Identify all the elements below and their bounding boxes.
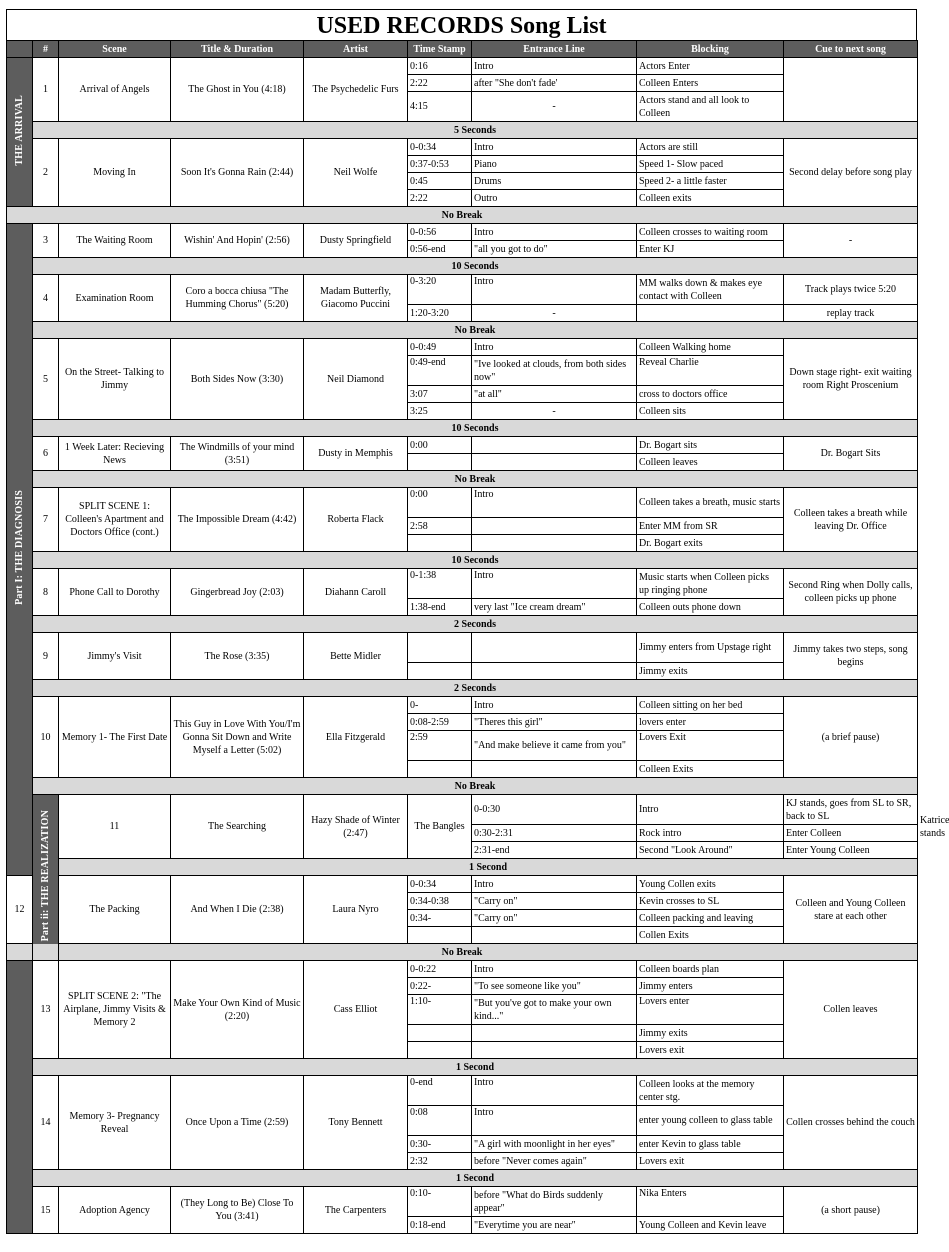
part-label-diagnosis: Part I: THE DIAGNOSIS [7, 224, 33, 876]
break-label: No Break [33, 322, 918, 339]
song-number: 12 [7, 876, 33, 944]
blocking: Colleen Exits [637, 761, 784, 778]
blocking: Reveal Charlie [637, 356, 784, 386]
song-number: 13 [33, 961, 59, 1059]
song-title: Hazy Shade of Winter (2:47) [304, 795, 408, 859]
entrance-line: Intro [472, 1076, 637, 1106]
song-scene: Examination Room [59, 275, 171, 322]
song-scene: SPLIT SCENE 2: "The Airplane, Jimmy Visits & Memory 2 [59, 961, 171, 1059]
song-scene: Phone Call to Dorothy [59, 569, 171, 616]
break-row [7, 778, 918, 795]
time-stamp: 3:07 [408, 386, 472, 403]
blocking: Colleen Enters [637, 75, 784, 92]
song-scene: On the Street- Talking to Jimmy [59, 339, 171, 420]
time-stamp: 0-0:22 [408, 961, 472, 978]
song-artist: The Bangles [408, 795, 472, 859]
part-label-arrival: THE ARRIVAL [7, 58, 33, 207]
song-scene: SPLIT SCENE 1: Colleen's Apartment and Doctors Office (cont.) [59, 488, 171, 552]
song-number: 15 [33, 1187, 59, 1234]
break-label: No Break [33, 471, 918, 488]
entrance-line [472, 437, 637, 454]
entrance-line: Intro [472, 58, 637, 75]
break-row [7, 471, 918, 488]
song-artist: Dusty Springfield [304, 224, 408, 258]
blocking: enter young colleen to glass table [637, 1106, 784, 1136]
entrance-line: Intro [472, 224, 637, 241]
song-number: 6 [33, 437, 59, 471]
time-stamp: 0:08 [408, 1106, 472, 1136]
entrance-line: Intro [472, 139, 637, 156]
blocking: Jimmy enters [637, 978, 784, 995]
col-entrance-header: Entrance Line [472, 41, 637, 58]
time-stamp: 0-end [408, 1076, 472, 1106]
time-stamp: 0-0:30 [472, 795, 637, 825]
entrance-line [472, 535, 637, 552]
entrance-line: "Ive looked at clouds, from both sides now" [472, 356, 637, 386]
blocking: Speed 1- Slow paced [637, 156, 784, 173]
song-scene: The Waiting Room [59, 224, 171, 258]
song-cue: Jimmy takes two steps, song begins [784, 633, 918, 680]
break-row [7, 680, 918, 697]
time-stamp [408, 927, 472, 944]
song-scene: 1 Week Later: Recieving News [59, 437, 171, 471]
song-artist: Ella Fitzgerald [304, 697, 408, 778]
song-artist: Bette Midler [304, 633, 408, 680]
song-cue [784, 58, 918, 122]
blocking: Enter Young Colleen [784, 842, 918, 859]
song-cue: Second delay before song play [784, 139, 918, 207]
entrance-line: Intro [472, 275, 637, 305]
break-row [7, 944, 918, 961]
entrance-line [472, 1042, 637, 1059]
song-cue: - [784, 224, 918, 258]
break-label: 10 Seconds [33, 420, 918, 437]
song-number: 8 [33, 569, 59, 616]
time-stamp: 3:25 [408, 403, 472, 420]
blocking: Young Collen exits [637, 876, 784, 893]
entrance-line: "Theres this girl" [472, 714, 637, 731]
song-title: The Rose (3:35) [171, 633, 304, 680]
time-stamp: 0:08-2:59 [408, 714, 472, 731]
song-number: 14 [33, 1076, 59, 1170]
song-title: The Ghost in You (4:18) [171, 58, 304, 122]
part-label-continued [7, 961, 33, 1234]
time-stamp: 2:22 [408, 190, 472, 207]
time-stamp: 2:32 [408, 1153, 472, 1170]
blocking: Collen Exits [637, 927, 784, 944]
blocking: Colleen leaves [637, 454, 784, 471]
time-stamp: 0-0:49 [408, 339, 472, 356]
blocking: Enter KJ [637, 241, 784, 258]
entrance-line [472, 1025, 637, 1042]
time-stamp [408, 633, 472, 663]
blocking: Enter MM from SR [637, 518, 784, 535]
song-scene: Arrival of Angels [59, 58, 171, 122]
song-artist: Dusty in Memphis [304, 437, 408, 471]
time-stamp: 0-1:38 [408, 569, 472, 599]
time-stamp [408, 1042, 472, 1059]
blocking: Music starts when Colleen picks up ringing phone [637, 569, 784, 599]
time-stamp: 2:59 [408, 731, 472, 761]
song-scene: Memory 3- Pregnancy Reveal [59, 1076, 171, 1170]
entrance-line [472, 663, 637, 680]
entrance-line: Intro [472, 697, 637, 714]
song-scene: Adoption Agency [59, 1187, 171, 1234]
song-artist: Neil Diamond [304, 339, 408, 420]
blocking: Colleen looks at the memory center stg. [637, 1076, 784, 1106]
blocking: Lovers enter [637, 995, 784, 1025]
song-number: 11 [59, 795, 171, 859]
blocking: Actors are still [637, 139, 784, 156]
time-stamp: 0-0:56 [408, 224, 472, 241]
song-artist: Neil Wolfe [304, 139, 408, 207]
blocking: Colleen packing and leaving [637, 910, 784, 927]
blocking: Lovers exit [637, 1042, 784, 1059]
col-blocking-header: Blocking [637, 41, 784, 58]
song-artist: Roberta Flack [304, 488, 408, 552]
blocking: MM walks down & makes eye contact with Colleen [637, 275, 784, 305]
entrance-line: before "What do Birds suddenly appear" [472, 1187, 637, 1217]
song-title: The Windmills of your mind (3:51) [171, 437, 304, 471]
entrance-line: - [472, 92, 637, 122]
break-row [7, 258, 918, 275]
time-stamp: 0:30- [408, 1136, 472, 1153]
song-number: 5 [33, 339, 59, 420]
song-cue: Second Ring when Dolly calls, colleen picks up phone [784, 569, 918, 616]
song-title: Gingerbread Joy (2:03) [171, 569, 304, 616]
break-label: No Break [33, 778, 918, 795]
blocking [637, 305, 784, 322]
entrance-line: - [472, 305, 637, 322]
col-scene-header: Scene [59, 41, 171, 58]
blocking: cross to doctors office [637, 386, 784, 403]
time-stamp: 0:45 [408, 173, 472, 190]
break-row [7, 322, 918, 339]
song-scene: Moving In [59, 139, 171, 207]
time-stamp: 4:15 [408, 92, 472, 122]
entrance-line: Intro [472, 339, 637, 356]
entrance-line: very last "Ice cream dream" [472, 599, 637, 616]
song-cue: Colleen takes a breath while leaving Dr. Office [784, 488, 918, 552]
song-title: The Impossible Dream (4:42) [171, 488, 304, 552]
entrance-line: after "She don't fade' [472, 75, 637, 92]
blocking: Speed 2- a little faster [637, 173, 784, 190]
break-label: 2 Seconds [33, 680, 918, 697]
entrance-line: Intro [472, 1106, 637, 1136]
song-title: This Guy in Love With You/I'm Gonna Sit Down and Write Myself a Letter (5:02) [171, 697, 304, 778]
blocking: Colleen outs phone down [637, 599, 784, 616]
break-row [7, 616, 918, 633]
song-cue-2: replay track [784, 305, 918, 322]
time-stamp: 1:10- [408, 995, 472, 1025]
time-stamp: 1:20-3:20 [408, 305, 472, 322]
blocking: Lovers Exit [637, 731, 784, 761]
song-number: 2 [33, 139, 59, 207]
time-stamp [408, 761, 472, 778]
time-stamp: 0:37-0:53 [408, 156, 472, 173]
time-stamp [408, 535, 472, 552]
break-label: No Break [7, 944, 918, 961]
time-stamp: 0:22- [408, 978, 472, 995]
entrance-line: Intro [472, 961, 637, 978]
blocking: enter Kevin to glass table [637, 1136, 784, 1153]
entrance-line [472, 761, 637, 778]
song-cue: (a brief pause) [784, 697, 918, 778]
entrance-line: "all you got to do" [472, 241, 637, 258]
time-stamp [408, 454, 472, 471]
time-stamp: 0-0:34 [408, 139, 472, 156]
entrance-line: - [472, 403, 637, 420]
entrance-line: "Carry on" [472, 893, 637, 910]
song-artist: Cass Elliot [304, 961, 408, 1059]
blocking: Colleen sitting on her bed [637, 697, 784, 714]
blocking: Colleen sits [637, 403, 784, 420]
blocking: Actors Enter [637, 58, 784, 75]
song-title: Both Sides Now (3:30) [171, 339, 304, 420]
break-row [7, 207, 918, 224]
song-cue: Track plays twice 5:20 [784, 275, 918, 305]
page-title: USED RECORDS Song List [6, 9, 917, 40]
song-artist: The Psychedelic Furs [304, 58, 408, 122]
break-row [7, 859, 918, 876]
blocking: Young Colleen and Kevin leave [637, 1217, 784, 1234]
entrance-line [472, 518, 637, 535]
blocking: KJ stands, goes from SL to SR, back to SL [784, 795, 918, 825]
song-cue: Collen leaves [784, 961, 918, 1059]
entrance-line: "Carry on" [472, 910, 637, 927]
time-stamp: 0- [408, 697, 472, 714]
song-number: 1 [33, 58, 59, 122]
song-number: 10 [33, 697, 59, 778]
blocking: Lovers exit [637, 1153, 784, 1170]
song-cue: Down stage right- exit waiting room Right Proscenium [784, 339, 918, 420]
break-row [7, 1059, 918, 1076]
entrance-line: "But you've got to make your own kind..." [472, 995, 637, 1025]
blocking: Enter Colleen [784, 825, 918, 842]
time-stamp: 2:58 [408, 518, 472, 535]
song-cue: Dr. Bogart Sits [784, 437, 918, 471]
blocking: Jimmy exits [637, 1025, 784, 1042]
song-cue: (a short pause) [784, 1187, 918, 1234]
header-row [7, 41, 918, 58]
blocking: Dr. Bogart sits [637, 437, 784, 454]
song-scene: Jimmy's Visit [59, 633, 171, 680]
song-cue: Colleen and Young Colleen stare at each other [784, 876, 918, 944]
time-stamp: 2:22 [408, 75, 472, 92]
entrance-line [472, 454, 637, 471]
blocking: Kevin crosses to SL [637, 893, 784, 910]
time-stamp: 0:00 [408, 437, 472, 454]
time-stamp: 0:34- [408, 910, 472, 927]
time-stamp: 0:18-end [408, 1217, 472, 1234]
time-stamp: 0-0:34 [408, 876, 472, 893]
time-stamp: 0:30-2:31 [472, 825, 637, 842]
time-stamp [408, 1025, 472, 1042]
entrance-line [472, 927, 637, 944]
song-artist: Tony Bennett [304, 1076, 408, 1170]
break-row [7, 552, 918, 569]
entrance-line: before "Never comes again" [472, 1153, 637, 1170]
blocking: Jimmy exits [637, 663, 784, 680]
song-scene: Memory 1- The First Date [59, 697, 171, 778]
entrance-line: "And make believe it came from you" [472, 731, 637, 761]
blocking: Colleen boards plan [637, 961, 784, 978]
song-title: Wishin' And Hopin' (2:56) [171, 224, 304, 258]
col-title-header: Title & Duration [171, 41, 304, 58]
song-number: 3 [33, 224, 59, 258]
song-artist: The Carpenters [304, 1187, 408, 1234]
col-num-header: # [33, 41, 59, 58]
entrance-line: Intro [472, 569, 637, 599]
song-scene: The Packing [59, 876, 171, 944]
song-title: Soon It's Gonna Rain (2:44) [171, 139, 304, 207]
entrance-line: "A girl with moonlight in her eyes" [472, 1136, 637, 1153]
song-title: (They Long to Be) Close To You (3:41) [171, 1187, 304, 1234]
entrance-line: Rock intro [637, 825, 784, 842]
break-row [7, 420, 918, 437]
entrance-line: Drums [472, 173, 637, 190]
col-cue-header: Cue to next song [784, 41, 918, 58]
time-stamp: 0:10- [408, 1187, 472, 1217]
song-artist: Laura Nyro [304, 876, 408, 944]
song-artist: Diahann Caroll [304, 569, 408, 616]
time-stamp: 2:31-end [472, 842, 637, 859]
break-label: 10 Seconds [33, 552, 918, 569]
time-stamp [408, 663, 472, 680]
break-row [7, 122, 918, 139]
song-number: 4 [33, 275, 59, 322]
song-title: Coro a bocca chiusa "The Humming Chorus" (5:20) [171, 275, 304, 322]
col-artist-header: Artist [304, 41, 408, 58]
blocking: Colleen exits [637, 190, 784, 207]
time-stamp: 0:34-0:38 [408, 893, 472, 910]
song-number: 7 [33, 488, 59, 552]
break-label: No Break [7, 207, 918, 224]
song-artist: Madam Butterfly, Giacomo Puccini [304, 275, 408, 322]
song-title: And When I Die (2:38) [171, 876, 304, 944]
blocking: Jimmy enters from Upstage right [637, 633, 784, 663]
entrance-line: "To see someone like you" [472, 978, 637, 995]
break-label: 2 Seconds [33, 616, 918, 633]
break-label: 5 Seconds [33, 122, 918, 139]
entrance-line: Intro [637, 795, 784, 825]
break-label: 1 Second [59, 859, 918, 876]
blocking: Colleen crosses to waiting room [637, 224, 784, 241]
time-stamp: 0:16 [408, 58, 472, 75]
song-table: # Scene Title & Duration Artist Time Stamp Entrance Line Blocking Cue to next song THE ARRIVAL 1 Arrival of Angels The Ghost in You (4:18) The Psychedelic Furs 0:16 Intro Actors Enter 2:22 after "She don't fade' Colleen Enters 4:15 - Actors stand and all look to Colleen 5 Seconds 2 Moving In Soon It's Gonna Rain (2:44) Neil Wolfe 0-0:34 Intro Actors are still Second delay before song play 0:37-0:53 Piano Speed 1- Slow paced 0:45 Drums Speed 2- a little faster 2:22 Outro Colleen exits No Break Part I: THE DIAGNOSIS 3 The Waiting Room Wishin' And Hopin' (2:56) Dusty Springfield 0-0:56 Intro Colleen crosses to waiting room - 0:56-end "all you got to do" Enter KJ 10 Seconds 4 Examination Room Coro a bocca chiusa "The Humming Chorus" (5:20) Madam Butterfly, Giacomo Puccini 0-3:20 Intro MM walks down & makes eye contact with Colleen Track plays twice 5:20 1:20-3:20 - replay track No Break 5 On the Street- Talking to Jimmy Both Sides Now (3:30) Neil Diamond 0-0:49 Intro Colleen Walking home Down stage right- exit waiting room Right Proscenium 0:49-end "Ive looked at clouds, from both sides now" Reveal Charlie 3:07 "at all" cross to doctors office 3:25 - Colleen sits 10 Seconds 6 1 Week Later: Recieving News The Windmills of your mind (3:51) Dusty in Memphis 0:00 Dr. Bogart sits Dr. Bogart Sits Colleen leaves No Break 7 SPLIT SCENE 1: Colleen's Apartment and Doctors Office (cont.) The Impossible Dream (4:42) Roberta Flack 0:00 Intro Colleen takes a breath, music starts Colleen takes a breath while leaving Dr. Office 2:58 Enter MM from SR Dr. Bogart exits 10 Seconds 8 Phone Call to Dorothy Gingerbread Joy (2:03) Diahann Caroll 0-1:38 Intro Music starts when Colleen picks up ringing phone Second Ring when Dolly calls, colleen picks up phone 1:38-end very last "Ice cream dream" Colleen outs phone down 2 Seconds 9 Jimmy's Visit The Rose (3:35) Bette Midler Jimmy enters from Upstage right Jimmy takes two steps, song begins Jimmy exits 2 Seconds 10 Memory 1- The First Date This Guy in Love With You/I'm Gonna Sit Down and Write Myself a Letter (5:02) Ella Fitzgerald 0- Intro Colleen sitting on her bed (a brief pause) 0:08-2:59 "Theres this girl" lovers enter 2:59 "And make believe it came from you" Lovers Exit Colleen Exits No Break Part ii: THE REALIZATION 11 The Searching Hazy Shade of Winter (2:47) The Bangles 0-0:30 Intro KJ stands, goes from SL to SR, back to SL Katrice stands 0:30-2:31 Rock intro Enter Colleen 2:31-end Second "Look Around" Enter Young Colleen 1 Second 12 The Packing And When I Die (2:38) Laura Nyro 0-0:34 Intro Young Collen exits Colleen and Young Colleen stare at each other 0:34-0:38 "Carry on" Kevin crosses to SL 0:34- "Carry on" Colleen packing and leaving Collen Exits No Break 13 SPLIT SCENE 2: "The Airplane, Jimmy Visits & Memory 2 Make Your Own Kind of Music (2:20) Cass Elliot 0-0:22 Intro Colleen boards plan Collen leaves 0:22- "To see someone like you" Jimmy enters 1:10- "But you've got to make your own kind..." Lovers enter Jimmy exits Lovers exit 1 Second 14 Memory 3- Pregnancy Reveal Once Upon a Time (2:59) Tony Bennett 0-end Intro Colleen looks at the memory center stg. Collen crosses behind the couch 0:08 Intro enter young colleen to glass table 0:30- "A girl with moonlight in her eyes" enter Kevin to glass table 2:32 before "Never comes again" Lovers exit 1 Second 15 Adoption Agency (They Long to Be) Close To You (3:41) The Carpenters 0:10- before "What do Birds suddenly appear" Nika Enters (a short pause) 0:18-end "Everytime you are near" Young Colleen and Kevin leave [6, 40, 918, 1234]
blocking: Colleen Walking home [637, 339, 784, 356]
time-stamp: 0:00 [408, 488, 472, 518]
song-number: 9 [33, 633, 59, 680]
entrance-line: "Everytime you are near" [472, 1217, 637, 1234]
entrance-line: Second "Look Around" [637, 842, 784, 859]
song-title: Make Your Own Kind of Music (2:20) [171, 961, 304, 1059]
entrance-line: Intro [472, 876, 637, 893]
song-scene: The Searching [171, 795, 304, 859]
entrance-line: Outro [472, 190, 637, 207]
blocking: Nika Enters [637, 1187, 784, 1217]
part-label-realization: Part ii: THE REALIZATION [33, 795, 59, 961]
entrance-line: "at all" [472, 386, 637, 403]
time-stamp: 0-3:20 [408, 275, 472, 305]
break-row [7, 1170, 918, 1187]
time-stamp: 0:56-end [408, 241, 472, 258]
blocking: Dr. Bogart exits [637, 535, 784, 552]
song-cue: Collen crosses behind the couch [784, 1076, 918, 1170]
song-title: Once Upon a Time (2:59) [171, 1076, 304, 1170]
time-stamp: 0:49-end [408, 356, 472, 386]
entrance-line: Piano [472, 156, 637, 173]
entrance-line: Intro [472, 488, 637, 518]
blocking: lovers enter [637, 714, 784, 731]
break-label: 1 Second [33, 1170, 918, 1187]
entrance-line [472, 633, 637, 663]
part-header [7, 41, 33, 58]
break-label: 10 Seconds [33, 258, 918, 275]
blocking: Actors stand and all look to Colleen [637, 92, 784, 122]
time-stamp: 1:38-end [408, 599, 472, 616]
break-label: 1 Second [33, 1059, 918, 1076]
col-time-header: Time Stamp [408, 41, 472, 58]
blocking: Colleen takes a breath, music starts [637, 488, 784, 518]
